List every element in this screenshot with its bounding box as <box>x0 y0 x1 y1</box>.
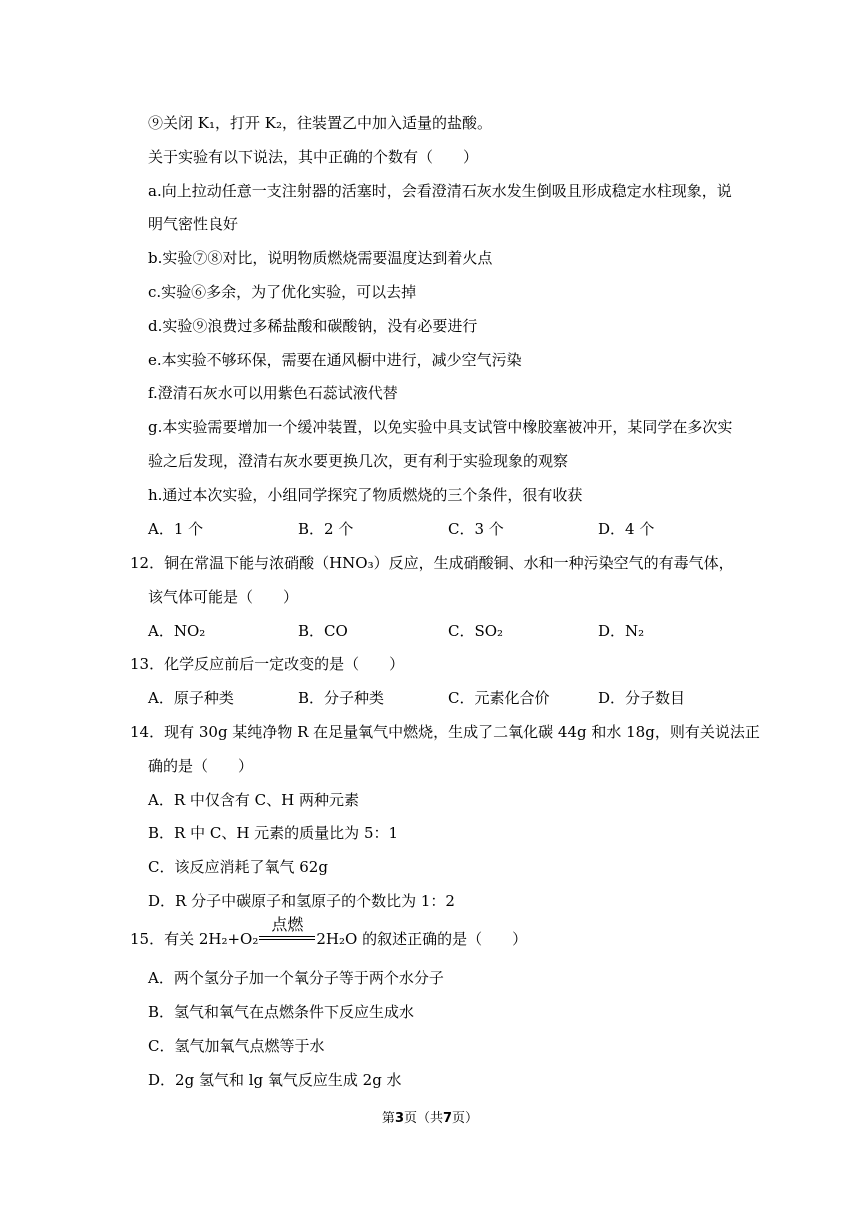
option-a[interactable]: A．原子种类 <box>148 689 234 707</box>
question-12-stem-line2: 该气体可能是（ ） <box>148 588 299 606</box>
question-11-stem: 关于实验有以下说法，其中正确的个数有（ ） <box>148 148 479 166</box>
statement-g-line1: g.本实验需要增加一个缓冲装置，以免实验中具支试管中橡胶塞被冲开，某同学在多次实 <box>148 418 733 436</box>
question-13-stem: 13．化学反应前后一定改变的是（ ） <box>130 655 405 673</box>
option-d[interactable]: D．R 分子中碳原子和氢原子的个数比为 1：2 <box>148 892 455 910</box>
footer-text-2: 页（共 <box>403 1111 443 1126</box>
option-c[interactable]: C．氢气加氧气点燃等于水 <box>148 1037 325 1055</box>
question-12-stem-line1: 12．铜在常温下能与浓硝酸（HNO₃）反应，生成硝酸铜、水和一种污染空气的有毒气体， <box>130 554 734 572</box>
option-d[interactable]: D．分子数目 <box>598 689 686 707</box>
option-d[interactable]: D．2g 氢气和 lg 氧气反应生成 2g 水 <box>148 1071 402 1089</box>
equals-bar-top <box>259 936 315 937</box>
option-b[interactable]: B．2 个 <box>298 520 354 538</box>
step-9-line: ⑨关闭 K₁，打开 K₂，往装置乙中加入适量的盐酸。 <box>148 114 492 132</box>
footer-text-3: 页） <box>452 1111 479 1126</box>
option-c[interactable]: C．SO₂ <box>448 622 504 640</box>
option-a[interactable]: A．两个氢分子加一个氧分子等于两个水分子 <box>148 969 444 987</box>
option-c[interactable]: C．元素化合价 <box>448 689 550 707</box>
reaction-condition-label: 点燃 <box>271 915 304 934</box>
option-a[interactable]: A．NO₂ <box>148 622 206 640</box>
statement-b: b.实验⑦⑧对比，说明物质燃烧需要温度达到着火点 <box>148 249 493 267</box>
equation-product-and-question: 2H₂O 的叙述正确的是（ ） <box>316 930 528 948</box>
question-11-options <box>148 519 748 539</box>
statement-a-line2: 明气密性良好 <box>148 215 239 233</box>
statement-c: c.实验⑥多余，为了优化实验，可以去掉 <box>148 283 417 301</box>
option-b[interactable]: B．CO <box>298 622 348 640</box>
option-c[interactable]: C．3 个 <box>448 520 504 538</box>
total-pages: 7 <box>443 1111 453 1126</box>
option-b[interactable]: B．分子种类 <box>298 689 385 707</box>
option-a[interactable]: A．1 个 <box>148 520 204 538</box>
statement-g-line2: 验之后发现，澄清右灰水要更换几次，更有利于实验现象的观察 <box>148 452 569 470</box>
question-14-stem-line1: 14．现有 30g 某纯净物 R 在足量氧气中燃烧，生成了二氧化碳 44g 和水 18g，则有关说法正 <box>130 723 760 741</box>
option-a[interactable]: A．R 中仅含有 C、H 两种元素 <box>148 791 359 809</box>
question-13-options <box>148 688 748 708</box>
option-b[interactable]: B．R 中 C、H 元素的质量比为 5：1 <box>148 824 399 842</box>
option-d[interactable]: D．4 个 <box>598 520 655 538</box>
statement-d: d.实验⑨浪费过多稀盐酸和碳酸钠，没有必要进行 <box>148 317 478 335</box>
statement-e: e.本实验不够环保，需要在通风橱中进行，减少空气污染 <box>148 351 522 369</box>
option-b[interactable]: B．氢气和氧气在点燃条件下反应生成水 <box>148 1003 415 1021</box>
statement-f: f.澄清石灰水可以用紫色石蕊试液代替 <box>148 384 398 402</box>
equation-reactants: 15．有关 2H₂+O₂ <box>130 930 259 948</box>
question-12-options <box>148 621 748 641</box>
statement-h: h.通过本次实验，小组同学探究了物质燃烧的三个条件，很有收获 <box>148 486 583 504</box>
reaction-condition-sign <box>259 915 315 949</box>
footer-text-1: 第 <box>381 1111 395 1126</box>
statement-a-line1: a.向上拉动任意一支注射器的活塞时，会看澄清石灰水发生倒吸且形成稳定水柱现象，说 <box>148 182 732 200</box>
question-15-stem <box>130 915 528 949</box>
page-number: 3 <box>394 1111 404 1126</box>
question-14-stem-line2: 确的是（ ） <box>148 757 254 775</box>
equals-bar-bottom <box>259 939 315 940</box>
page-footer <box>0 1110 860 1128</box>
option-c[interactable]: C．该反应消耗了氧气 62g <box>148 858 328 876</box>
option-d[interactable]: D．N₂ <box>598 622 645 640</box>
